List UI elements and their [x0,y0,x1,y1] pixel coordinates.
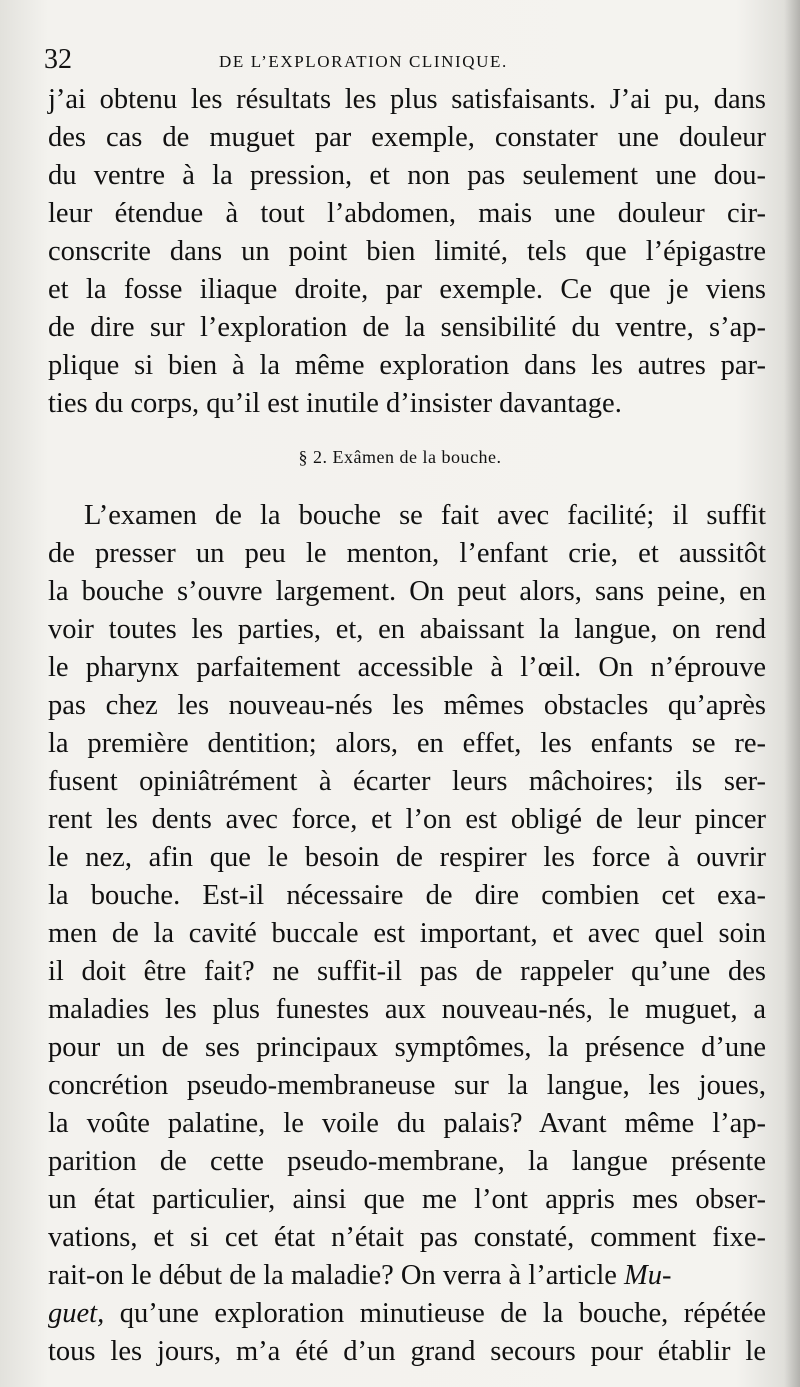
text-line: et la fosse iliaque droite, par exemple. Ce que je viens [48,274,766,305]
text-line: des cas de muguet par exemple, constater une douleur [48,122,766,153]
text-line: plique si bien à la même exploration dans les autres par- [48,350,766,381]
text-line: conscrite dans un point bien limité, tels que l’épigastre [48,236,766,267]
text-line: maladies les plus funestes aux nouveau-nés, le muguet, a [48,994,766,1025]
text-line: la bouche s’ouvre largement. On peut alors, sans peine, en [48,576,766,607]
text-line: vations, et si cet état n’était pas constaté, comment fixe- [48,1222,766,1253]
italic-word: guet, [48,1298,105,1329]
text-line: un état particulier, ainsi que me l’ont appris mes obser- [48,1184,766,1215]
text-line: le pharynx parfaitement accessible à l’œil. On n’éprouve [48,652,766,683]
page-header [44,44,780,84]
page-edge-shadow [784,0,800,1387]
text-line: voir toutes les parties, et, en abaissant la langue, on rend [48,614,766,645]
text-line: j’ai obtenu les résultats les plus satisfaisants. J’ai pu, dans [48,84,766,115]
running-title: DE L’EXPLORATION CLINIQUE. [219,52,508,71]
text-segment: rait-on le début de la maladie? On verra à l’article [48,1260,617,1291]
page-number: 32 [44,44,72,75]
text-line: concrétion pseudo-membraneuse sur la langue, les joues, [48,1070,766,1101]
text-line: il doit être fait? ne suffit-il pas de rappeler qu’une des [48,956,766,987]
text-line: pas chez les nouveau-nés les mêmes obstacles qu’après [48,690,766,721]
text-line: parition de cette pseudo-membrane, la langue présente [48,1146,766,1177]
text-segment: qu’une exploration minutieuse de la bouche, répétée [119,1298,767,1329]
italic-word: Mu- [624,1260,672,1291]
text-line: ties du corps, qu’il est inutile d’insister davantage. [48,388,622,419]
text-line: le nez, afin que le besoin de respirer les force à ouvrir [48,842,766,873]
text-line: L’examen de la bouche se fait avec facilité; il suffit [84,500,766,531]
text-line: tous les jours, m’a été d’un grand secours pour établir le [48,1336,766,1367]
text-line: men de la cavité buccale est important, et avec quel soin [48,918,766,949]
text-line: fusent opiniâtrément à écarter leurs mâchoires; ils ser- [48,766,766,797]
text-line: de dire sur l’exploration de la sensibilité du ventre, s’ap- [48,312,766,343]
text-line: la voûte palatine, le voile du palais? Avant même l’ap- [48,1108,766,1139]
text-line: du ventre à la pression, et non pas seulement une dou- [48,160,766,191]
text-line: la bouche. Est-il nécessaire de dire combien cet exa- [48,880,766,911]
text-line [48,1296,766,1336]
text-line: de presser un peu le menton, l’enfant crie, et aussitôt [48,538,766,569]
section-heading: § 2. Exâmen de la bouche. [298,447,502,467]
text-line: pour un de ses principaux symptômes, la présence d’une [48,1032,766,1063]
text-line: leur étendue à tout l’abdomen, mais une douleur cir- [48,198,766,229]
text-line [48,1258,766,1298]
text-line: rent les dents avec force, et l’on est obligé de leur pincer [48,804,766,835]
text-line: la première dentition; alors, en effet, les enfants se re- [48,728,766,759]
